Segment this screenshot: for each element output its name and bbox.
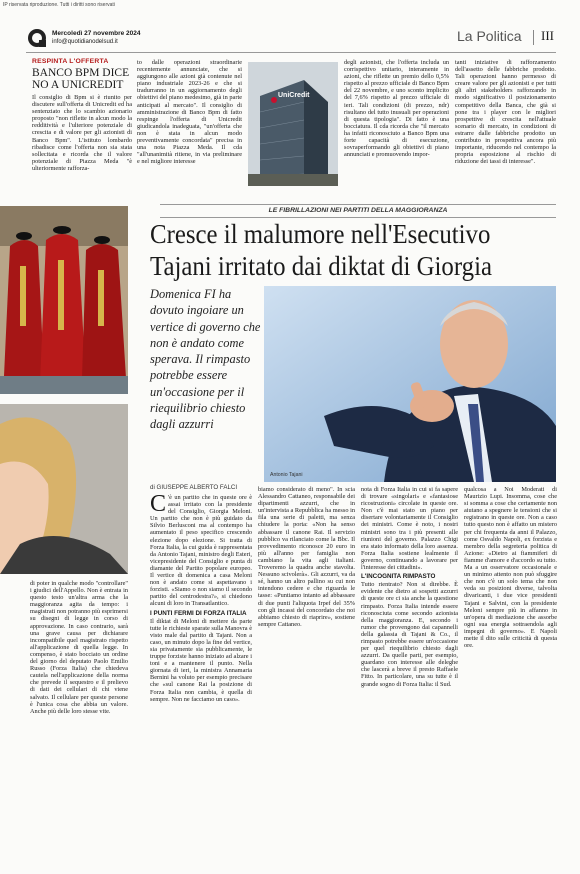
- subhead-1: I PUNTI FERMI DI FORZA ITALIA: [150, 609, 247, 617]
- subhead-2: L'INCOGNITA RIMPASTO: [361, 573, 436, 581]
- body-column-1: C 'è un partito che in queste ore è assai irritato con la presidente del Consiglio, Giorgia Meloni. Un partito che non è più guidato da Silvio Berlusconi ma al contempo ha aumentato il peso specifico crescendo elezione dopo elezione. Si tratta di Forza Italia, la cui guida è rappresentata da Antonio Tajani, ministro degli Esteri, vicepresidente del Consiglio e punta di diamante del Partito popolare europeo. Il vertice di domenica a casa Meloni non è andato come si aspettavano i forzisti. «Siamo o non siamo il secondo partito del centrodestra?», si chiedono alcuni di loro in Transatlantico. I PUNTI FERMI DI FORZA ITALIA Il diktat di Meloni di mettere da parte tutte le richieste sparate sulla Manovra è visto male dal partito di Tajani. Non a caso, un minuto dopo la fine del vertice, sia privatamente sia pubblicamente, le truppe forziste hanno iniziato ad alzare i toni e a mantenere il punto. Nella giornata di ieri, la ministra Annamaria Bernini ha voluto per esempio precisare che «sul canone Rai la posizione di Forza Italia non cambia, è quella di sempre. Non ne facciamo un caso».: [150, 494, 252, 703]
- side-kicker: RESPINTA L'OFFERTA: [32, 58, 109, 65]
- photo-caption: Antonio Tajani: [270, 472, 303, 478]
- side-column-2: to dalle operazioni straordinarie recentemente annunciate, che si aggiungono alle azioni già contenute nel piano industriale 2023-26 e che si tradurranno in un aggiornamento degli obiettivi del piano medesimo, già in parte anticipati al mercato". Il consiglio di amministrazione di Banco Bpm di fatto respinge l'offerta di Unicredit giudicandola inadeguata, "un'offerta che non è stata in alcun modo preventivamente concordata" precisa in una nota Piazza Meda. Il cda "all'unanimità ritiene, in via preliminare e nel migliore interesse: [137, 59, 242, 166]
- contact-email: info@quotidianodelsud.it: [52, 39, 118, 45]
- portrait-photo: [0, 404, 128, 574]
- tajani-photo: [264, 286, 556, 482]
- subhead-2-text: Tutto rientrato? Non si direbbe. È evidente che dietro ai sospetti azzurri di queste ore ci sia anche la questione rimpasto. Forza Italia intende essere riconosciuta come secondo azionista della maggioranza. E, secondo i rumor che provengono dai capannelli della galassia di Tajani & Co., il rimpasto potrebbe essere un'occasione per quel riequilibrio chiesto dagli azzurri. Da quelle parti, per esempio, guardano con interesse alle deleghe che lascerà a breve il presto Raffaele Fitto. In particolare, una su tutte è il grande sogno di Forza Italia: il Sud.: [361, 581, 458, 688]
- drop-cap: C: [150, 494, 167, 517]
- main-kicker-bar: [160, 204, 556, 218]
- main-kicker: LE FIBRILLAZIONI NEI PARTITI DELLA MAGGIORANZA: [268, 207, 448, 214]
- body-column-3: nota di Forza Italia in cui si fa sapere di trovare «singolari» e «fantasiose ricostruzioni» circolate in queste ore. Non c'è mai stato un piano per disertare volontariamente il Consiglio dei ministri. Come è noto, i nostri ministri sono tra i più presenti alle riunioni del governo. Palazzo Chigi era stato informato della loro assenza. Forza Italia sostiene lealmente il governo, continuando a lavorare per l'interesse dei cittadini». L'INCOGNITA RIMPASTO Tutto rientrato? Non si direbbe. È evidente che dietro ai sospetti azzurri di queste ore ci sia anche la questione rimpasto. Forza Italia intende essere riconosciuta come secondo azionista della maggioranza. E, secondo i rumor che provengono dai capannelli della galassia di Tajani & Co., il rimpasto potrebbe essere un'occasione per quel riequilibrio chiesto dagli azzurri. Da quelle parti, per esempio, guardano con interesse alle deleghe che lascerà a breve il presto Raffaele Fitto. In particolare, una su tutte è il grande sogno di Forza Italia: il Sud.: [361, 486, 458, 688]
- left-column-text: di poter in qualche modo "controllare" i giudici dell'Appello. Non è entrata in questo testo un'altra arma che la maggioranza agita da tempo: i magistrati non potranno più esprimersi su disegni di legge in corso di approvazione. In caso contrario, sarà una grave causa per dichiarare incompatibile quel magistrato rispetto all'applicazione di quella legge. In compenso, è stato bocciato un ordine del giorno del deputato Paolo Emilio Russo (Forza Italia) che chiedeva cautela nell'applicazione della norma che prevede il sequestro e il prelievo di dati dei cellulari di chi viene salvato. Il cellulare per queste persone è l'unica cosa che abbia un valore. Anche più delle loro stesse vite.: [30, 580, 128, 715]
- unicredit-tower-photo: [248, 62, 338, 186]
- side-column-4: tanti iniziative di rafforzamento dell'assetto delle fabbriche prodotto. Tali operazioni hanno permesso di creare valore per gli azionisti e per tutti gli altri stakeholders rafforzando in modo significativo il posizionamento competitivo della Banca, che già si pone tra i player con le migliori prospettive di crescita nell'attuale scenario di mercato, in condizioni di estrarre dalle fabbriche prodotto un contributo in prospettiva ancora più importante, riducendo nel contempo la propria esposizione al rischio di riduzione dei tassi di interesse".: [455, 59, 556, 166]
- page-number: III: [541, 28, 554, 43]
- side-title: BANCO BPM DICE NO A UNICREDIT: [32, 67, 130, 91]
- masthead-rule: [26, 52, 556, 53]
- headline-2: Tajani irritato dai diktat di Giorgia: [150, 251, 493, 281]
- body-column-4: qualcosa a Noi Moderati di Maurizio Lupi. Insomma, cose che si somma a cose che certamente non aiutano a spegnere le tensioni che si registrano in queste ore. Non a caso tutto questo non è affatto un mistero per chi frequenta da anni il Palazzo, come Osvaldo Napoli, ex forzista e membro della segreteria politica di Azione: «Dietro ai fiammiferi di fiamme d'amore e d'accordo su tutto. Ma a un osservatore occasionale e un minimo attento non può sfuggire che non c'è un solo tema che non veda su posizioni diverse, talvolta divaricanti, i due vice presidenti Tajani e Salvini, con la presidente Meloni sempre più in affanno in un'opera di mediazione che assorbe ogni sua energia sottraendola agli impegni di governo». E Napoli mette il dito sulle criticità di questa ore.: [464, 486, 557, 650]
- issue-date: Mercoledì 27 novembre 2024: [52, 30, 141, 37]
- headline-1: Cresce il malumore nell'Esecutivo: [150, 219, 491, 249]
- masthead-divider: [533, 30, 534, 45]
- byline: di GIUSEPPE ALBERTO FALCI: [150, 484, 238, 491]
- ceremony-photo: [0, 206, 128, 394]
- subhead-1-text: Il diktat di Meloni di mettere da parte tutte le richieste sparate sulla Manovra è visto male dal partito di Tajani. Non a caso, un minuto dopo la fine del vertice, sia privatamente sia pubblicamente, le truppe forziste hanno iniziato ad alzare i toni e a mantenere il punto. Nella giornata di ieri, la ministra Annamaria Bernini ha voluto per esempio precisare che «sul canone Rai la posizione di Forza Italia non cambia, è quella di sempre. Non ne facciamo un caso».: [150, 617, 252, 703]
- copyright-notice: IP riservata riproduzione. Tutti i diritti sono riservati: [3, 2, 115, 8]
- body-column-2: biamo considerato di meno". In scia Alessandro Cattaneo, responsabile dei dipartimenti azzurri, che in un'intervista a Repubblica ha messo in fila una serie di paletti, ma senza chiudere la porta: «Non ha senso abbassare il canone Rai. Il servizio pubblico va rilanciato come la Bbc. Il provvedimento riconosce 20 euro in più all'anno per famiglia non cambiano la vita agli italiani. Troveremo la quadra anche stavolta. Nessuno scivolerà». Gli azzurri, va da sé, hanno un altro pallino su cui non intendono cedere e che riguarda le tasse: «Puntiamo intanto ad abbassare di due punti l'aliquota Irpef del 35% con gli incassi del concordato che noi abbiamo chiesto di riaprire», sostiene sempre Cattaneo.: [258, 486, 355, 628]
- unicredit-logo-label: UniCredit: [278, 92, 310, 99]
- side-column-1: Il consiglio di Bpm si è riunito per discutere sull'offerta di Unicredit ed ha sentenziato che lo scambio azionario proposto "non riflette in alcun modo la redditività e l'ulteriore potenziale di crescita e di valore per gli azionisti di Banco Bpm". L'istituto lombardo ribadisce come l'offerta non sia stata sollecitata e ricorda che il valore potenziale di Piazza Meda "è ulteriormente rafforza-: [32, 94, 132, 172]
- side-column-3: degli azionisti, che l'offerta includa un corrispettivo unitario, interamente in azioni, che riflette un premio dello 0,5% rispetto al prezzo ufficiale di Banco Bpm del 22 novembre, e uno sconto implicito del 7,6% rispetto al prezzo ufficiale di ieri. Tali condizioni (di prezzo, ndr) risultano del tutto inusuali per operazioni di questa tipologia". Di fatto è una bocciatura. Il cda ricorda che "il mercato ha infatti riconosciuto a Banco Bpm una forte capacità di esecuzione, sovraperformando gli obiettivi di piano annunciati e promuovendo impor-: [344, 59, 449, 159]
- logo-icon: [28, 29, 46, 47]
- section-title: La Politica: [457, 28, 522, 44]
- masthead: [0, 24, 580, 54]
- article-summary: Domenica FI ha dovuto ingoiare un vertice di governo che non è andato come sperava. Il rimpasto potrebbe essere un'occasione per il riequilibrio chiesto dagli azzurri: [150, 287, 261, 432]
